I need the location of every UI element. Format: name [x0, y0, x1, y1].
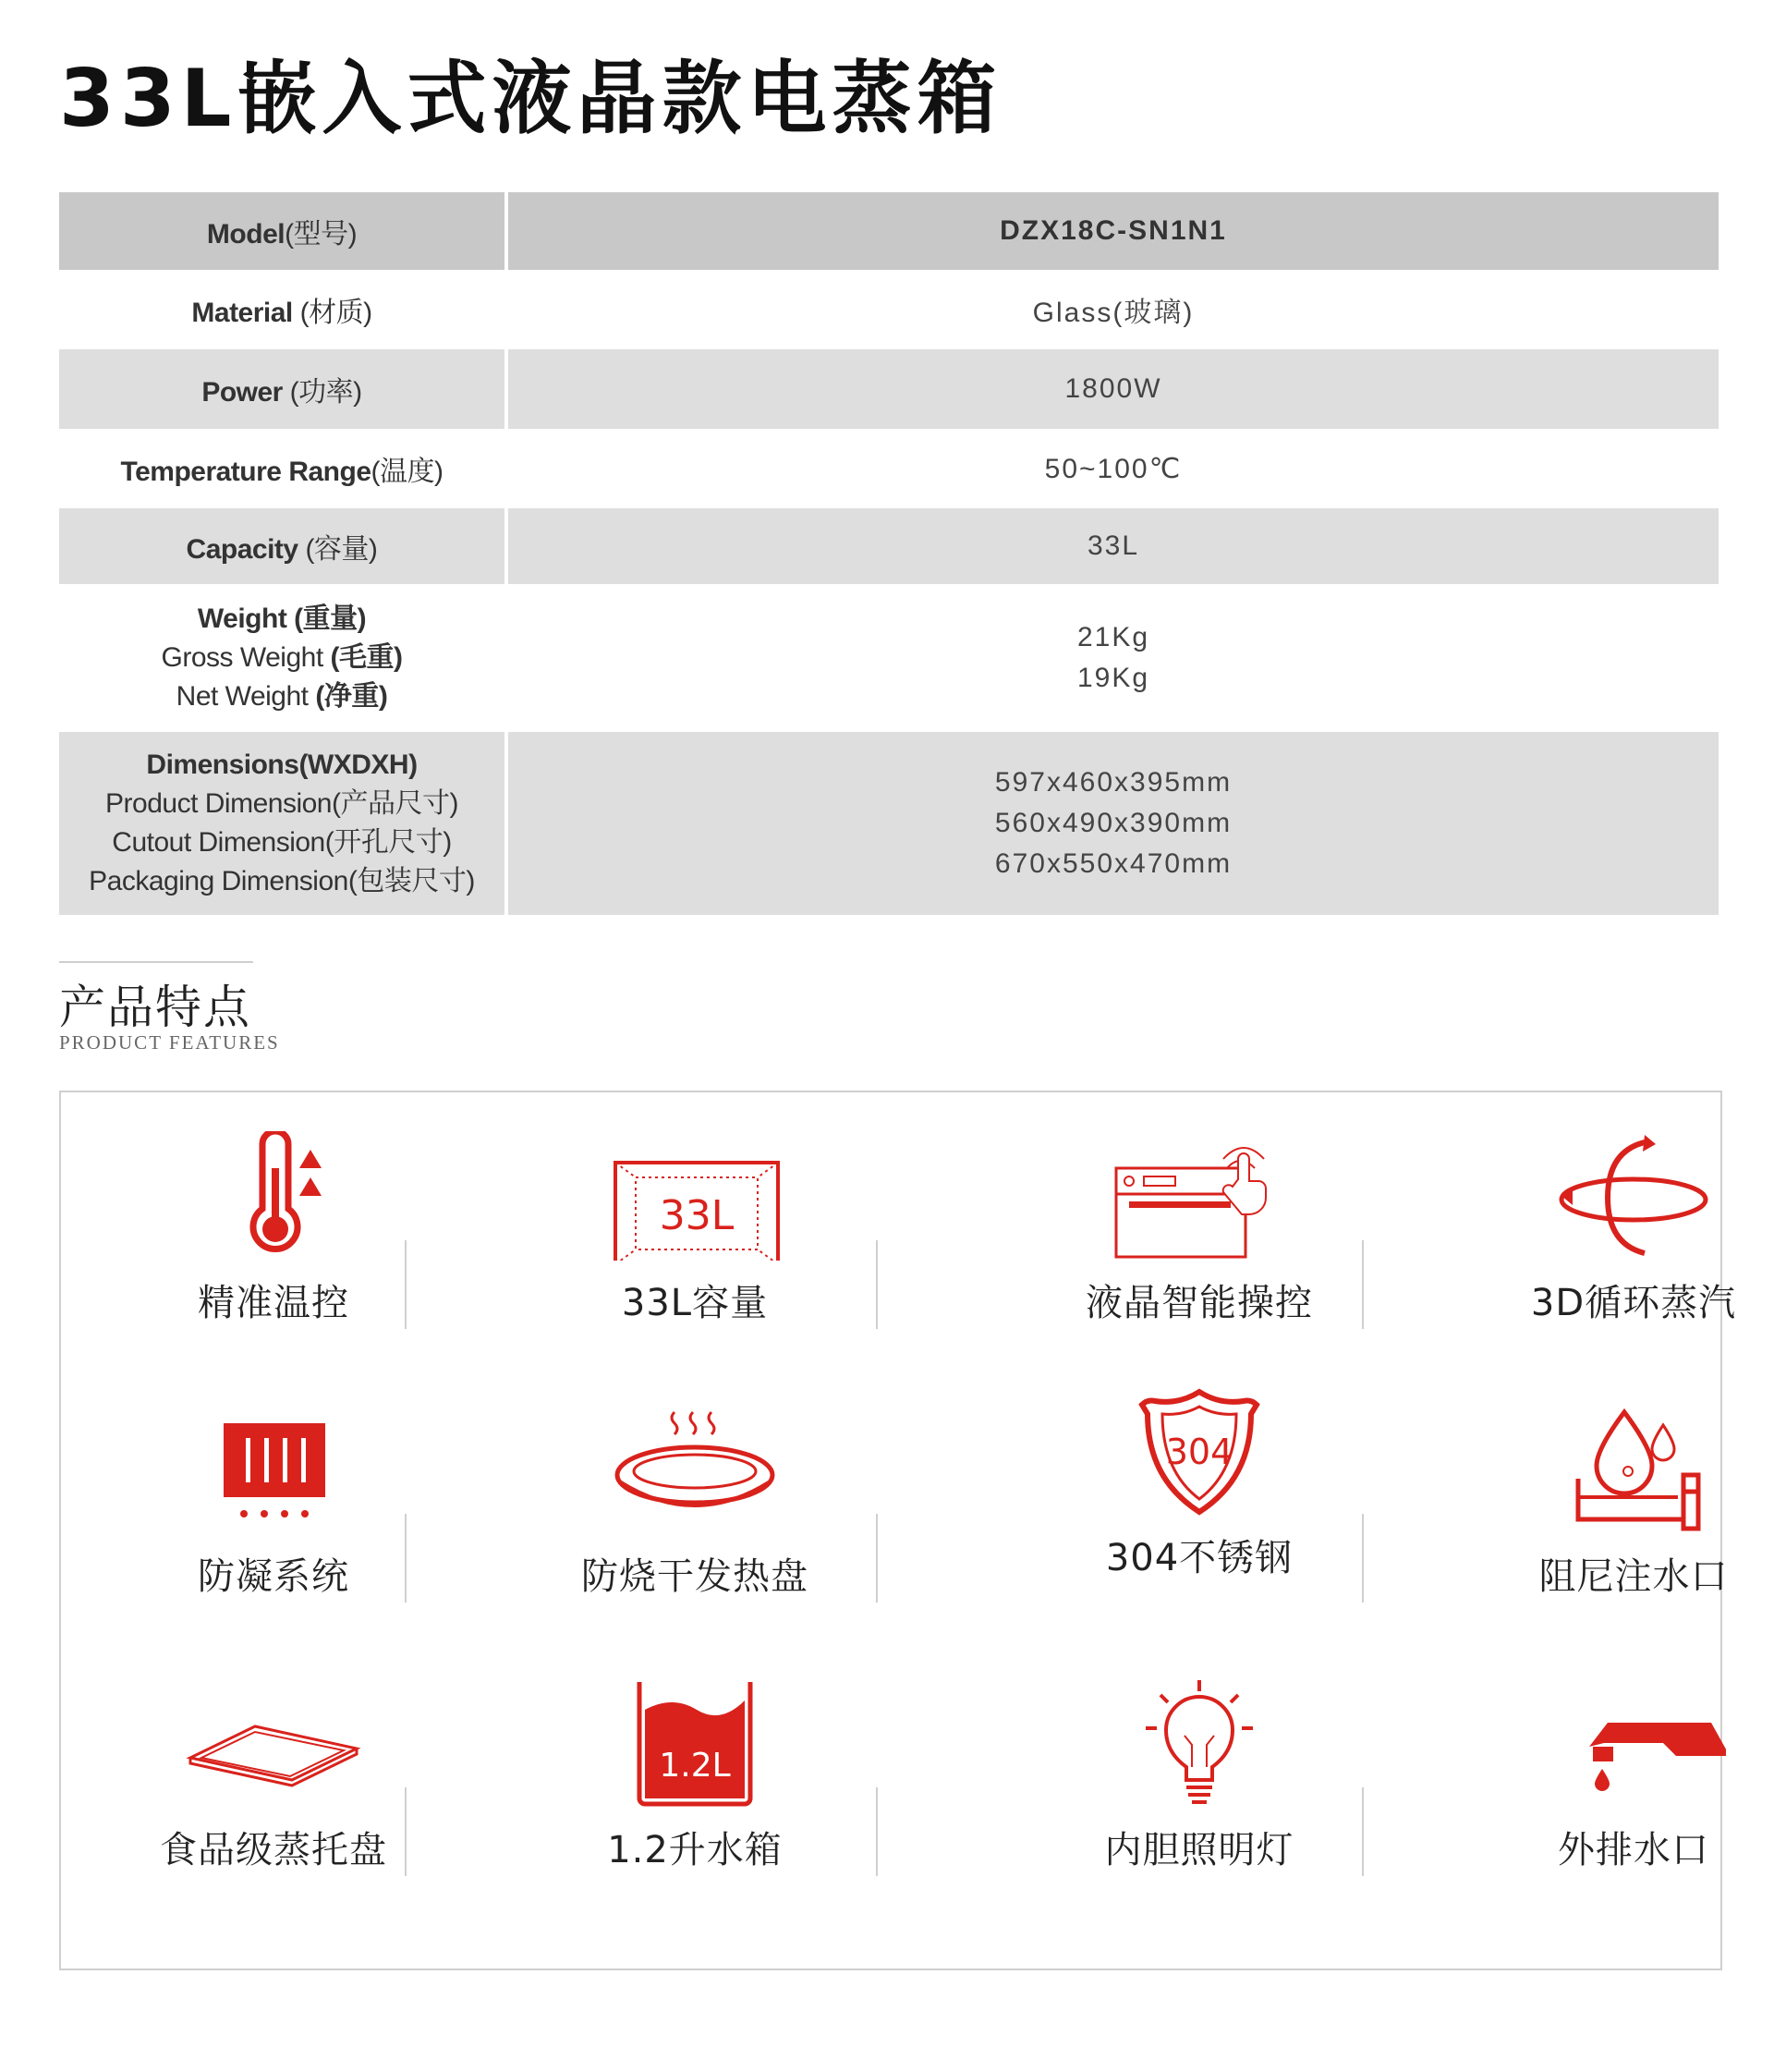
feature-damping-inlet [1467, 1405, 1774, 1600]
feature-label: 外排水口 [1558, 1829, 1709, 1871]
spec-row-weight [59, 584, 1719, 732]
spec-row-capacity [59, 508, 1719, 584]
spec-table [59, 192, 1719, 915]
3d-steam-cycle-icon [1541, 1131, 1726, 1261]
shield-304-icon [1107, 1386, 1292, 1534]
features-header-rule [59, 961, 253, 963]
feature-label: 304不锈钢 [1105, 1537, 1294, 1579]
spec-value-power: 1800W [506, 349, 1719, 429]
feature-capacity [529, 1131, 861, 1326]
spec-value-model: DZX18C-SN1N1 [506, 192, 1719, 270]
spec-label-dimensions: Dimensions(WXDXH) Product Dimension(产品尺寸) Cutout Dimension(开孔尺寸) Packaging Dimension(包装尺寸) [59, 732, 506, 915]
feature-heating-plate [529, 1405, 861, 1600]
water-inlet-icon [1541, 1405, 1726, 1534]
feature-lcd-control [1033, 1131, 1366, 1326]
feature-label: 食品级蒸托盘 [160, 1829, 387, 1871]
feature-separator [876, 1787, 878, 1876]
feature-separator [876, 1240, 878, 1329]
spec-row-dimensions [59, 732, 1719, 915]
spec-row-model [59, 192, 1719, 270]
spec-value-weight: 21Kg 19Kg [506, 584, 1719, 732]
feature-water-tank [529, 1678, 861, 1873]
feature-label: 精准温控 [198, 1282, 349, 1324]
features-panel [59, 1091, 1737, 1970]
features-title: 产品特点 [59, 981, 251, 1034]
steam-tray-icon [181, 1678, 366, 1808]
page-title: 33L嵌入式液晶款电蒸箱 [59, 53, 1002, 145]
features-subtitle: PRODUCT FEATURES [59, 1031, 280, 1054]
drain-outlet-icon [1541, 1678, 1726, 1808]
spec-value-capacity: 33L [506, 508, 1719, 584]
feature-label: 33L容量 [621, 1282, 769, 1324]
spec-label-model: Model(型号) [59, 192, 506, 270]
feature-304-steel [1033, 1405, 1366, 1581]
feature-label: 阻尼注水口 [1538, 1555, 1729, 1598]
light-bulb-icon [1107, 1678, 1292, 1808]
feature-precise-temperature [107, 1131, 440, 1326]
spec-value-material: Glass(玻璃) [506, 270, 1719, 349]
feature-separator [876, 1514, 878, 1603]
spec-value-temperature: 50~100℃ [506, 429, 1719, 508]
touch-control-panel-icon [1107, 1131, 1292, 1261]
feature-label: 1.2升水箱 [607, 1829, 783, 1871]
water-tank-icon [602, 1678, 787, 1808]
feature-anti-condensation [107, 1405, 440, 1600]
feature-label: 防烧干发热盘 [581, 1555, 808, 1598]
feature-inner-light [1033, 1678, 1366, 1873]
spec-label-material: Material (材质) [59, 270, 506, 349]
anti-condensation-icon [181, 1405, 366, 1534]
svg-text:304: 304 [1165, 1432, 1233, 1472]
spec-row-power [59, 349, 1719, 429]
feature-label: 液晶智能操控 [1086, 1282, 1313, 1324]
feature-3d-steam [1467, 1131, 1774, 1326]
capacity-33l-icon [602, 1131, 787, 1261]
feature-food-tray [107, 1678, 440, 1873]
svg-text:1.2L: 1.2L [659, 1747, 731, 1785]
feature-label: 防凝系统 [198, 1555, 349, 1598]
spec-label-weight: Weight (重量) Gross Weight (毛重) Net Weight (净重) [59, 584, 506, 732]
spec-label-capacity: Capacity (容量) [59, 508, 506, 584]
feature-external-drain [1467, 1678, 1774, 1873]
spec-value-dimensions: 597x460x395mm 560x490x390mm 670x550x470mm [506, 732, 1719, 915]
feature-label: 内胆照明灯 [1104, 1829, 1294, 1871]
svg-text:33L: 33L [659, 1192, 735, 1239]
heating-plate-icon [602, 1405, 787, 1534]
feature-label: 3D循环蒸汽 [1530, 1282, 1737, 1324]
spec-row-material [59, 270, 1719, 349]
spec-label-temperature: Temperature Range(温度) [59, 429, 506, 508]
spec-row-temperature [59, 429, 1719, 508]
thermometer-icon [181, 1131, 366, 1261]
spec-label-power: Power (功率) [59, 349, 506, 429]
